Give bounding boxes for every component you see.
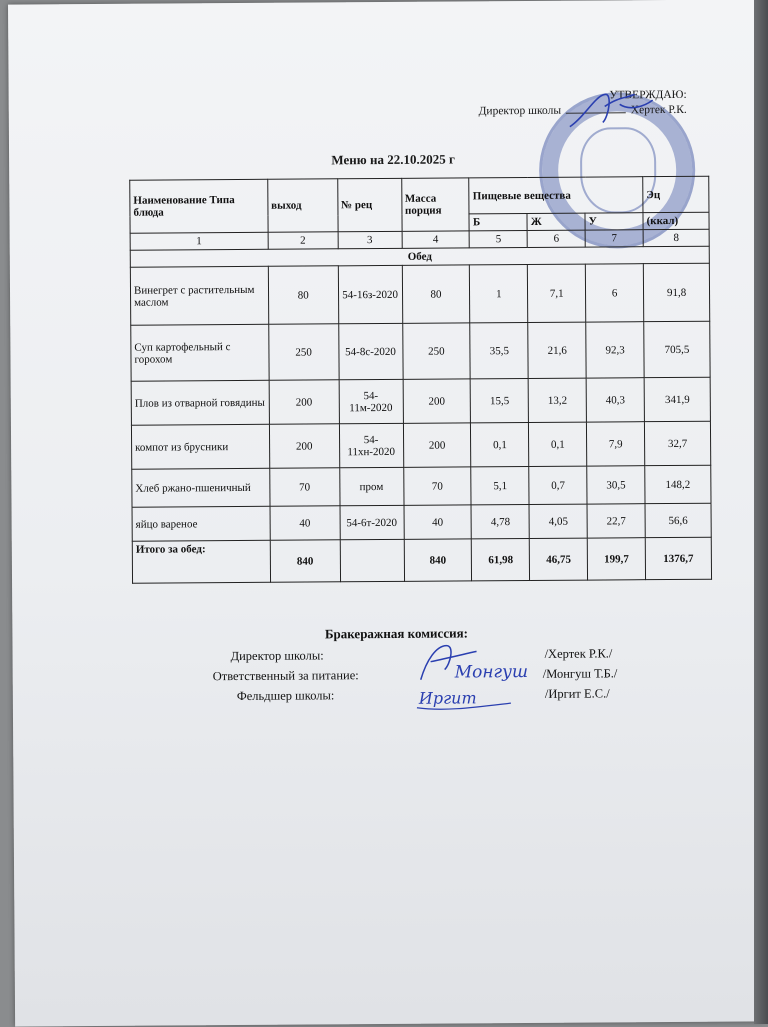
- cell-recipe: пром: [339, 467, 403, 505]
- col-number: 2: [268, 232, 338, 249]
- cell-kcal: 341,9: [644, 377, 710, 421]
- cell-zh: 0,7: [529, 466, 587, 504]
- cell-u: 92,3: [586, 322, 644, 378]
- cell-output: 200: [269, 380, 339, 424]
- cell-name: Суп картофельный с горохом: [131, 324, 269, 381]
- table-row: [131, 321, 710, 381]
- table-row: [132, 503, 711, 541]
- cell-b: 1: [470, 264, 528, 322]
- cell-output: 40: [270, 506, 340, 540]
- table-row: [132, 465, 711, 507]
- document-page: [8, 0, 763, 1027]
- col-number: 5: [470, 230, 528, 247]
- table-row: [131, 421, 710, 469]
- commission-name-food: /Монгуш Т.Б./: [542, 666, 618, 681]
- header-recipe: № рец: [337, 178, 401, 231]
- director-signature: [565, 86, 655, 137]
- header-output: выход: [267, 179, 337, 232]
- cell-name: яйцо вареное: [132, 506, 270, 541]
- cell-mass: 80: [402, 265, 470, 323]
- cell-mass: 200: [403, 423, 471, 467]
- col-number: 1: [130, 232, 268, 250]
- section-label: Обед: [130, 246, 709, 267]
- cell-b: 5,1: [471, 466, 529, 504]
- cell-name: компот из брусники: [131, 424, 269, 469]
- cell-u: 40,3: [586, 378, 644, 422]
- col-number: 7: [585, 230, 643, 247]
- header-nutrients: Пищевые вещества: [469, 177, 643, 214]
- cell-mass: 70: [403, 467, 471, 505]
- cell-name: Винегрет с растительным маслом: [130, 266, 268, 325]
- total-recipe: [340, 539, 404, 581]
- header-zh: Ж: [527, 213, 585, 230]
- handwritten-irgit: Иргит: [418, 688, 477, 708]
- commission-role-director: Директор школы:: [230, 648, 324, 664]
- total-u: 199,7: [587, 538, 645, 580]
- cell-b: 0,1: [471, 422, 529, 466]
- cell-recipe: 54-11м-2020: [339, 379, 403, 423]
- total-b: 61,98: [472, 538, 530, 580]
- approval-name: Хертек Р.К.: [630, 103, 687, 117]
- header-mass: Масса порция: [401, 178, 469, 231]
- approval-role: Директор школы: [478, 104, 562, 118]
- signature-mongush: [410, 639, 530, 686]
- cell-zh: 0,1: [529, 422, 587, 466]
- cell-mass: 40: [404, 505, 472, 539]
- header-b: Б: [469, 213, 527, 230]
- table-row: [130, 263, 709, 325]
- cell-u: 22,7: [587, 504, 645, 538]
- cell-b: 4,78: [471, 504, 529, 538]
- cell-recipe: 54-11хн-2020: [339, 423, 403, 467]
- signature-irgit: [415, 681, 525, 714]
- cell-b: 15,5: [471, 378, 529, 422]
- header-name: Наименование Типа блюда: [130, 179, 268, 233]
- menu-table: [129, 176, 712, 584]
- header-kcal: (ккал): [643, 212, 709, 229]
- total-kcal: 1376,7: [645, 537, 711, 579]
- total-label: Итого за обед:: [132, 540, 270, 583]
- col-number: 3: [338, 231, 402, 248]
- col-number: 6: [527, 230, 585, 247]
- cell-output: 250: [268, 324, 338, 380]
- cell-recipe: 54-6т-2020: [340, 505, 404, 539]
- cell-kcal: 705,5: [644, 321, 710, 377]
- handwritten-mongush: Монгуш: [454, 661, 529, 683]
- cell-kcal: 32,7: [644, 421, 710, 465]
- cell-mass: 250: [402, 323, 470, 379]
- menu-title: Меню на 22.10.2025 г: [331, 151, 455, 168]
- cell-kcal: 148,2: [645, 465, 711, 503]
- cell-name: Хлеб ржано-пшеничный: [132, 468, 270, 507]
- commission-role-medic: Фельдшер школы:: [236, 688, 335, 704]
- cell-u: 7,9: [587, 422, 645, 466]
- total-row: [132, 537, 711, 583]
- col-number: 8: [643, 229, 709, 246]
- commission-name-medic: /Иргит Е.С./: [544, 686, 610, 701]
- cell-recipe: 54-8с-2020: [338, 323, 402, 379]
- cell-zh: 21,6: [528, 322, 586, 378]
- commission-role-food: Ответственный за питание:: [212, 668, 359, 684]
- cell-zh: 7,1: [528, 264, 586, 322]
- col-number: 4: [402, 231, 470, 248]
- approval-heading: УТВЕРЖДАЮ:: [609, 88, 687, 102]
- cell-u: 6: [586, 264, 644, 322]
- total-mass: 840: [404, 539, 472, 581]
- commission-name-director: /Хертек Р.К./: [544, 646, 613, 661]
- cell-output: 200: [269, 424, 339, 468]
- cell-zh: 13,2: [528, 378, 586, 422]
- cell-kcal: 56,6: [645, 503, 711, 537]
- cell-mass: 200: [403, 379, 471, 423]
- cell-zh: 4,05: [529, 504, 587, 538]
- background-edge: [754, 0, 768, 1024]
- cell-b: 35,5: [470, 322, 528, 378]
- cell-kcal: 91,8: [643, 263, 709, 321]
- cell-name: Плов из отварной говядины: [131, 380, 269, 425]
- cell-u: 30,5: [587, 466, 645, 504]
- header-u: У: [585, 213, 643, 230]
- header-energy: Эц: [643, 176, 709, 212]
- commission-title: Бракеражная комиссия:: [324, 625, 468, 642]
- cell-output: 70: [269, 468, 339, 506]
- cell-output: 80: [268, 266, 338, 324]
- total-output: 840: [270, 540, 340, 582]
- cell-recipe: 54-16з-2020: [338, 265, 402, 323]
- table-row: [131, 377, 710, 425]
- total-zh: 46,75: [530, 538, 588, 580]
